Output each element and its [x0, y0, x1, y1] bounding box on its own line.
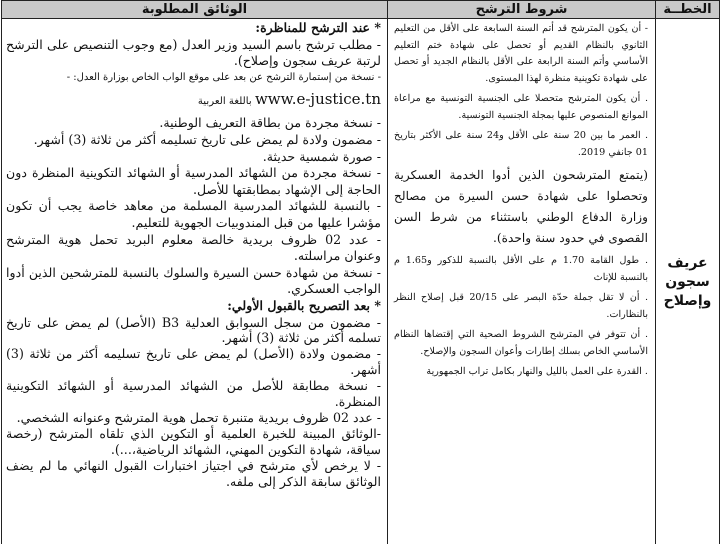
document-item: - لا يرخص لأي مترشح في اجتياز اختبارات القبول النهائي ما لم يضف الوثائق سابقة الذكر إلى ملفه.: [6, 457, 381, 489]
condition-item: . العمر ما بين 20 سنة على الأقل و24 سنة على الأكثر بتاريخ 01 جانفي 2019.: [394, 130, 648, 158]
conditions-list: [388, 19, 655, 544]
justice-website-url: www.e-justice.tn: [254, 90, 381, 109]
plan-cell: [656, 19, 720, 544]
document-item: - صورة شمسية حديثة.: [262, 148, 381, 164]
recruitment-table: [1, 0, 720, 544]
condition-item: - أن يكون المترشح قد أتم السنة السابعة على الأقل من التعليم الثانوي بالنظام القديم أو تحصل على شهادة ختم التعليم الأساسي وأتم السنة الرابعة على الأقل بالنظام الجديد أو تحصل على شهادة تكوينية منظرة لهذا المستوى.: [394, 23, 648, 84]
document-item: - مضمون ولادة لم يمض على تاريخ تسليمه أكثر من ثلاثة (3) أشهر.: [33, 131, 381, 147]
document-item: - مطلب ترشح باسم السيد وزير العدل (مع وجوب التنصيص على الترشح لرتبة عريف سجون وإصلاح).: [6, 36, 381, 69]
document-item: - مضمون ولادة (الأصل) لم يمض على تاريخ تسليمه أكثر من ثلاثة (3) أشهر.: [6, 346, 381, 378]
header-documents: الوثائق المطلوبة: [2, 1, 388, 19]
condition-item: . أن يكون المترشح متحصلا على الجنسية التونسية مع مراعاة الموانع المنصوص عليها بمجلة الجنسية التونسية.: [394, 93, 648, 121]
document-item: -الوثائق المبينة للخبرة العلمية أو التكوين الذي تلقاه المترشح (رخصة سياقة، شهادة التكوين المهني، الشهائد الرياضية،...).: [6, 425, 381, 457]
header-plan: الخطــة: [656, 1, 720, 19]
documents-list: [2, 19, 387, 544]
table-header-row: [2, 1, 720, 19]
table-row: [2, 19, 720, 544]
conditions-cell: [388, 19, 656, 544]
document-item: - عدد 02 ظروف بريدية خالصة معلوم البريد تحمل هوية المترشح وعنوان مراسلته.: [6, 231, 381, 264]
documents-section-heading: * بعد التصريح بالقبول الأولي:: [227, 297, 381, 313]
condition-item: . القدرة على العمل بالليل والنهار بكامل تراب الجمهورية: [426, 366, 648, 377]
document-item-text: باللغة العربية: [197, 96, 252, 108]
condition-item: . طول القامة 1.70 م على الأقل بالنسبة للذكور و1.65 م بالنسبة للإناث: [394, 255, 648, 283]
documents-section-heading: * عند الترشح للمناظرة:: [255, 20, 381, 35]
document-item: - عدد 02 ظروف بريدية متنبرة تحمل هوية المترشح وعنوانه الشخصي.: [16, 409, 381, 425]
plan-name: عريف سجون وإصلاح: [663, 255, 712, 309]
header-conditions: شروط الترشح: [388, 1, 656, 19]
document-item: [6, 86, 381, 115]
document-item: - مضمون من سجل السوابق العدلية B3 (الأصل) لم يمض على تاريخ تسلمه أكثر من ثلاثة (3) أشهر.: [6, 314, 381, 346]
document-item: - نسخة من إستمارة الترشح عن بعد على موقع الواب الخاص بوزارة العدل: -: [66, 71, 381, 83]
document-item: - بالنسبة للشهائد المدرسية المسلمة من معاهد خاصة يجب أن تكون مؤشرا عليها من قبل المندوبيات الجهوية للتعليم.: [6, 198, 381, 230]
document-item: - نسخة مطابقة للأصل من الشهائد المدرسية أو الشهائد التكوينية المنظرة.: [6, 378, 381, 410]
document-item: - نسخة من شهادة حسن السيرة والسلوك بالنسبة للمترشحين الذين أدوا الواجب العسكري.: [6, 264, 381, 297]
documents-cell: [2, 19, 388, 544]
condition-item: . أن لا تقل جملة حدّة البصر على 20/15 قبل إصلاح النظر بالنظارات.: [394, 292, 648, 320]
document-item: - نسخة مجردة من الشهائد المدرسية أو الشهائد التكوينية المنظرة دون الحاجة إلى الإشهاد بمطابقتها للأصل.: [6, 165, 381, 197]
document-item: - نسخة مجردة من بطاقة التعريف الوطنية.: [159, 115, 381, 131]
condition-item: (يتمتع المترشحون الذين أدوا الخدمة العسكرية وتحصلوا على شهادة حسن السيرة من مصالح وزارة الدفاع الوطني باستثناء من شرط السن القصوى في حدود سنة واحدة).: [394, 168, 648, 245]
condition-item: . أن تتوفر في المترشح الشروط الصحية التي إقتضاها النظام الأساسي الخاص بسلك إطارات وأعوان السجون والإصلاح.: [394, 329, 648, 357]
